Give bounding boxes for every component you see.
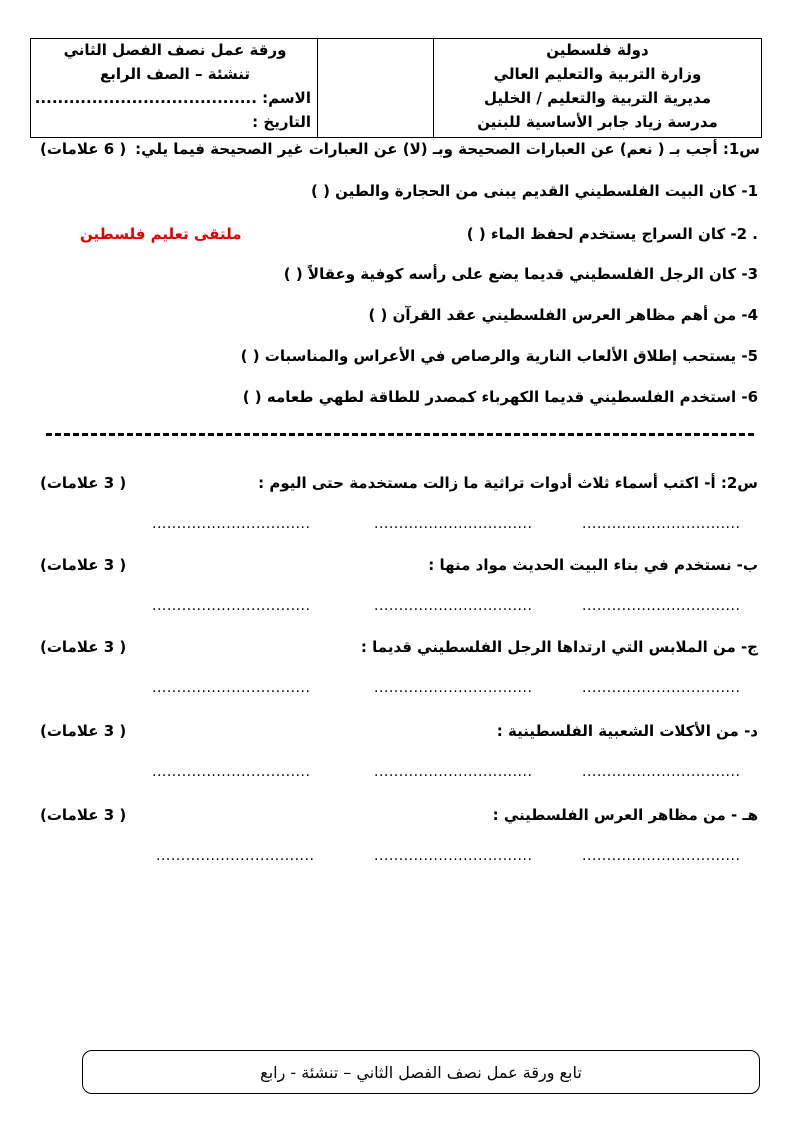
header-ministry: وزارة التربية والتعليم العالي [493, 65, 702, 83]
worksheet-subject: تنشئة – الصف الرابع [100, 65, 250, 83]
header-table [30, 38, 762, 138]
answer-blank[interactable]: ................................ [582, 598, 741, 614]
q2-part-d-marks: ( 3 علامات) [40, 722, 127, 740]
footer-text: تابع ورقة عمل نصف الفصل الثاني – تنشئة - رابع [260, 1063, 582, 1082]
header-ministry-cell [433, 39, 761, 137]
q1-prompt: س1: أجب بـ ( نعم) عن العبارات الصحيحة وبـ (لا) عن العبارات غير الصحيحة فيما يلي: [135, 140, 760, 158]
q1-item-3: 3- كان الرجل الفلسطيني قديما يضع على رأسه كوفية وعقالاً ( ) [283, 265, 758, 283]
answer-blank[interactable]: ................................ [152, 680, 311, 696]
answer-blank[interactable]: ................................ [152, 764, 311, 780]
header-worksheet-cell [31, 39, 319, 137]
date-field: التاريخ : [252, 113, 311, 131]
header-middle-cell [317, 39, 433, 137]
worksheet-title: ورقة عمل نصف الفصل الثاني [63, 41, 287, 59]
answer-blank[interactable]: ................................ [582, 848, 741, 864]
answer-blank[interactable]: ................................ [152, 516, 311, 532]
footer-box [82, 1050, 760, 1094]
q2-part-e-marks: ( 3 علامات) [40, 806, 127, 824]
watermark-text: ملتقى تعليم فلسطين [80, 225, 242, 243]
q2-part-c-marks: ( 3 علامات) [40, 638, 127, 656]
header-country: دولة فلسطين [546, 41, 649, 59]
answer-blank[interactable]: ................................ [582, 680, 741, 696]
q2-part-b-marks: ( 3 علامات) [40, 556, 127, 574]
q1-item-6: 6- استخدم الفلسطيني قديما الكهرباء كمصدر للطاقة لطهي طعامه ( ) [242, 388, 758, 406]
header-directorate: مديرية التربية والتعليم / الخليل [483, 89, 711, 107]
q2-part-d-prompt: د- من الأكلات الشعبية الفلسطينية : [496, 722, 758, 740]
q1-item-4: 4- من أهم مظاهر العرس الفلسطيني عقد القرآن ( ) [368, 306, 758, 324]
q1-marks: ( 6 علامات) [40, 140, 127, 158]
answer-blank[interactable]: ................................ [582, 516, 741, 532]
q2-part-c-prompt: ج- من الملابس التي ارتداها الرجل الفلسطيني قديما : [360, 638, 758, 656]
q2-part-a-marks: ( 3 علامات) [40, 474, 127, 492]
answer-blank[interactable]: ................................ [152, 598, 311, 614]
q1-item-1: 1- كان البيت الفلسطيني القديم يبنى من الحجارة والطين ( ) [311, 182, 758, 200]
q2-part-e-prompt: هـ - من مظاهر العرس الفلسطيني : [492, 806, 758, 824]
answer-blank[interactable]: ................................ [374, 516, 533, 532]
q1-item-5: 5- يستحب إطلاق الألعاب النارية والرصاص في الأعراس والمناسبات ( ) [240, 347, 758, 365]
answer-blank[interactable]: ................................ [156, 848, 315, 864]
header-school: مدرسة زياد جابر الأساسية للبنين [477, 113, 718, 131]
answer-blank[interactable]: ................................ [374, 598, 533, 614]
student-name-field: الاسم: ....................................... [34, 89, 311, 107]
answer-blank[interactable]: ................................ [374, 680, 533, 696]
answer-blank[interactable]: ................................ [374, 764, 533, 780]
q2-part-a-prompt: س2: أ- اكتب أسماء ثلاث أدوات تراثية ما زالت مستخدمة حتى اليوم : [258, 474, 758, 492]
q2-part-b-prompt: ب- نستخدم في بناء البيت الحديث مواد منها : [428, 556, 758, 574]
section-divider [46, 433, 754, 436]
q1-item-2: . 2- كان السراج يستخدم لحفظ الماء ( ) [466, 225, 758, 243]
answer-blank[interactable]: ................................ [374, 848, 533, 864]
answer-blank[interactable]: ................................ [582, 764, 741, 780]
